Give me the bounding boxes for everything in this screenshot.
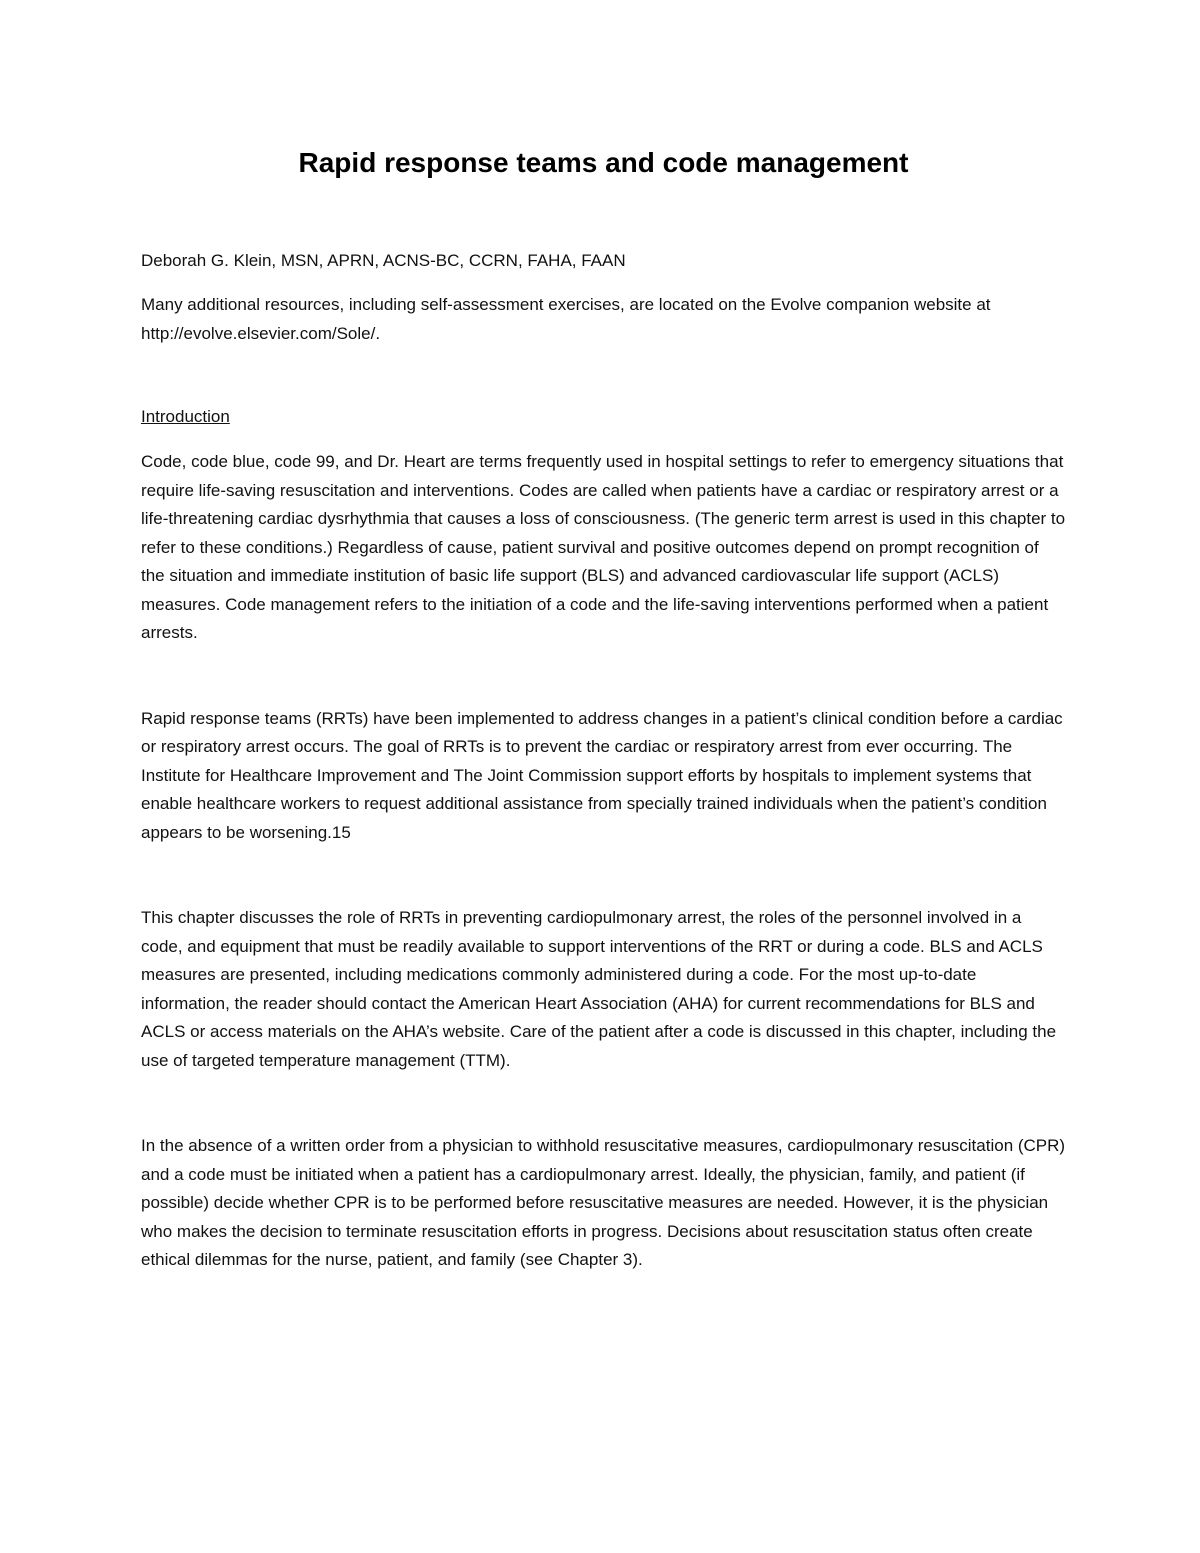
paragraph: This chapter discusses the role of RRTs in preventing cardiopulmonary arrest, the roles of the personnel involved in a code, and equipment that must be readily available to support interventions of the RRT or during a code. BLS and ACLS measures are presented, including medications commonly administered during a code. For the most up-to-date information, the reader should contact the American Heart Association (AHA) for current recommendations for BLS and ACLS or access materials on the AHA’s website. Care of the patient after a code is discussed in this chapter, including the use of targeted temperature management (TTM).	[141, 908, 1057, 1070]
paragraph: Code, code blue, code 99, and Dr. Heart are terms frequently used in hospital settings to refer to emergency situations that require life-saving resuscitation and interventions. Codes are called when patients have a cardiac or respiratory arrest or a life-threatening cardiac dysrhythmia that causes a loss of consciousness. (The generic term arrest is used in this chapter to refer to these conditions.) Regardless of cause, patient survival and positive outcomes depend on prompt recognition of the situation and immediate institution of basic life support (BLS) and advanced cardiovascular life support (ACLS) measures. Code management refers to the initiation of a code and the life-saving interventions performed when a patient arrests.	[141, 452, 1066, 642]
resources-note: Many additional resources, including self-assessment exercises, are located on the Evolve companion website at http://evolve.elsevier.com/Sole/.	[141, 295, 991, 343]
document-title: Rapid response teams and code management	[298, 147, 909, 178]
author-line: Deborah G. Klein, MSN, APRN, ACNS-BC, CCRN, FAHA, FAAN	[141, 251, 626, 270]
document-body	[141, 143, 1066, 1275]
paragraph: In the absence of a written order from a physician to withhold resuscitative measures, cardiopulmonary resuscitation (CPR) and a code must be initiated when a patient has a cardiopulmonary arrest. Ideally, the physician, family, and patient (if possible) decide whether CPR is to be performed before resuscitative measures are needed. However, it is the physician who makes the decision to terminate resuscitation efforts in progress. Decisions about resuscitation status often create ethical dilemmas for the nurse, patient, and family (see Chapter 3).	[141, 1136, 1066, 1269]
paragraph: Rapid response teams (RRTs) have been implemented to address changes in a patient’s clinical condition before a cardiac or respiratory arrest occurs. The goal of RRTs is to prevent the cardiac or respiratory arrest from ever occurring. The Institute for Healthcare Improvement and The Joint Commission support efforts by hospitals to implement systems that enable healthcare workers to request additional assistance from specially trained individuals when the patient’s condition appears to be worsening.15	[141, 708, 1063, 842]
section-heading-introduction: Introduction	[141, 407, 230, 426]
